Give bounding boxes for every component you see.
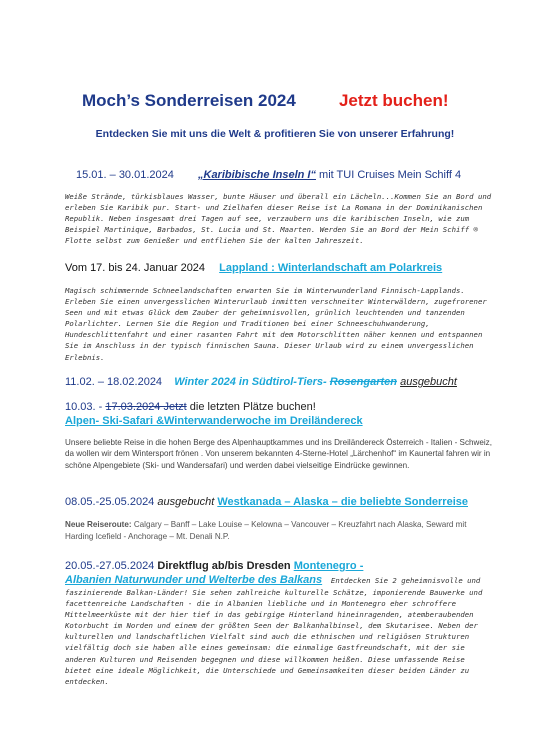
trip-flight: Direktflug ab/bis Dresden: [157, 560, 291, 572]
trip-title-link-1[interactable]: Montenegro -: [293, 560, 364, 572]
trip-title-link[interactable]: Alpen- Ski-Safari &Winterwanderwoche im Dreiländereck: [65, 415, 363, 427]
trip-route: [65, 519, 495, 543]
trip-note: die letzten Plätze buchen!: [189, 401, 316, 413]
trip-title-link[interactable]: Lappland : Winterlandschaft am Polarkreis: [219, 262, 443, 274]
trip-heading-line2: [65, 414, 495, 428]
trip-date: 15.01. – 30.01.2024: [76, 169, 174, 181]
trip-south-tyrol: [65, 375, 495, 389]
trip-suffix: mit TUI Cruises Mein Schiff 4: [315, 169, 462, 181]
trip-heading: [65, 495, 495, 509]
header: [82, 91, 449, 111]
trip-date: 11.02. – 18.02.2024: [65, 376, 163, 388]
trip-date: 20.05.-27.05.2024: [65, 560, 155, 572]
trip-heading: [65, 400, 495, 414]
document-title: Moch’s Sonderreisen 2024: [82, 91, 296, 110]
trip-title-link[interactable]: „Karibibische Inseln I“: [198, 169, 316, 181]
trip-title-struck: Rosengarten: [329, 376, 398, 388]
book-now-callout: Jetzt buchen!: [338, 91, 449, 110]
trip-title: Winter 2024 in Südtirol-Tiers-: [174, 376, 327, 388]
trip-heading: [65, 559, 495, 573]
trip-heading: [65, 375, 495, 389]
trip-date-struck: 17.03.2024 Jetzt: [105, 401, 187, 413]
trip-heading: [65, 168, 495, 182]
route-label: Neue Reiseroute:: [65, 520, 132, 529]
trip-date: 08.05.-25.05.2024: [65, 496, 155, 508]
trip-description: Entdecken Sie 2 geheimnisvolle und faszinierende Balkan-Länder! Sie sehen zahlreiche kulturelle Schätze, imponierende Bauwerke und facettenreiche Landschaften - die in Albanien liebliche und in Montenegro eher schroffere Mittelmeerküste mit der hier tief in das gebirgige Hinterland hineinragenden, atemberaubenden Kotorbucht im Norden und einem der größten Seen der Balkanhalbinsel, dem Skutarisee. Neben der kulturellen und landschaftlichen Vielfalt sind auch die ethnischen und religiösen Strukturen vielfältig doch sie haben alle eines gemeinsam: die einmalige Gastfreundschaft, mit der sie anderen Kulturen und Reisenden begegnen und diese willkommen heißen. Diese umfassende Reise bietet eine ideale Möglichkeit, die Unterschiede und Gemeinsamkeiten dieser beiden Länder zu entdecken.: [65, 576, 483, 686]
trip-status: ausgebucht: [157, 496, 215, 508]
route-text: Calgary – Banff – Lake Louise – Kelowna – Vancouver – Kreuzfahrt nach Alaska, Seward mit Harding Icefield - Anchorage – Mt. Denali N.P.: [65, 520, 467, 541]
trip-title-link[interactable]: Westkanada – Alaska – die beliebte Sonderreise: [217, 496, 468, 508]
trip-heading: [65, 261, 495, 275]
trip-description-block: [65, 573, 495, 687]
trip-alps: [65, 400, 495, 471]
trip-status: ausgebucht: [400, 376, 457, 388]
tagline: Entdecken Sie mit uns die Welt & profitieren Sie von unserer Erfahrung!: [95, 128, 455, 140]
trip-description: Weiße Strände, türkisblaues Wasser, bunte Häuser und überall ein Lächeln...Kommen Sie an Bord und erleben Sie Karibik pur. Start- und Zielhafen dieser Reise ist La Romana in der Dominikanischen Republik. Neben insgesamt drei Tagen auf see, verzaubern uns die karibischen Inseln, wie zum Beispiel Martinique, Barbados, St. Lucia und St. Maarten. Werden Sie an Bord der Mein Schiff ® Flotte selbst zum Genießer und entfliehen Sie der kalten Jahreszeit.: [65, 192, 492, 246]
trip-date: Vom 17. bis 24. Januar 2024: [65, 262, 206, 274]
trip-description: Magisch schimmernde Schneelandschaften erwarten Sie im Winterwunderland Finnisch-Lapplands. Erleben Sie einen unvergesslichen Winterurlaub inmitten verschneiter Winterwäldern, zugefrorener Seen und mit etwas Glück dem Zauber der geheimnisvollen, grünlich leuchtenden und tanzenden Polarlichter. Lernen Sie die Region und Traditionen bei einer Schneeschuhwanderung, Hundeschlittenfahrt und einer rasanten Fahrt mit dem Motorschlitten näher kennen und entspannen Sie im Anschluss in der typisch finnischen Sauna. Dieser Urlaub wird zu einem unvergesslichen Erlebnis.: [65, 286, 487, 362]
trip-description: Unsere beliebte Reise in die hohen Berge des Alpenhauptkammes und ins Dreiländereck Österreich - Italien - Schweiz, da wollen wir dem Wintersport frönen . Von unserem bekannten 4-Sterne-Hotel „Lärchenhof“ im Kaunertal fahren wir in schöne Alpengebiete (Ski- und Wandersafari) und werden dabei vielseitige Eindrücke gewinnen.: [65, 438, 492, 470]
trip-caribbean: [65, 168, 495, 246]
trip-lapland: [65, 261, 495, 363]
trip-canada-alaska: [65, 495, 495, 543]
trip-date: 10.03. -: [65, 401, 103, 413]
trip-montenegro-albania: [65, 559, 495, 687]
trip-title-link-2[interactable]: Albanien Naturwunder und Welterbe des Balkans: [65, 574, 323, 586]
